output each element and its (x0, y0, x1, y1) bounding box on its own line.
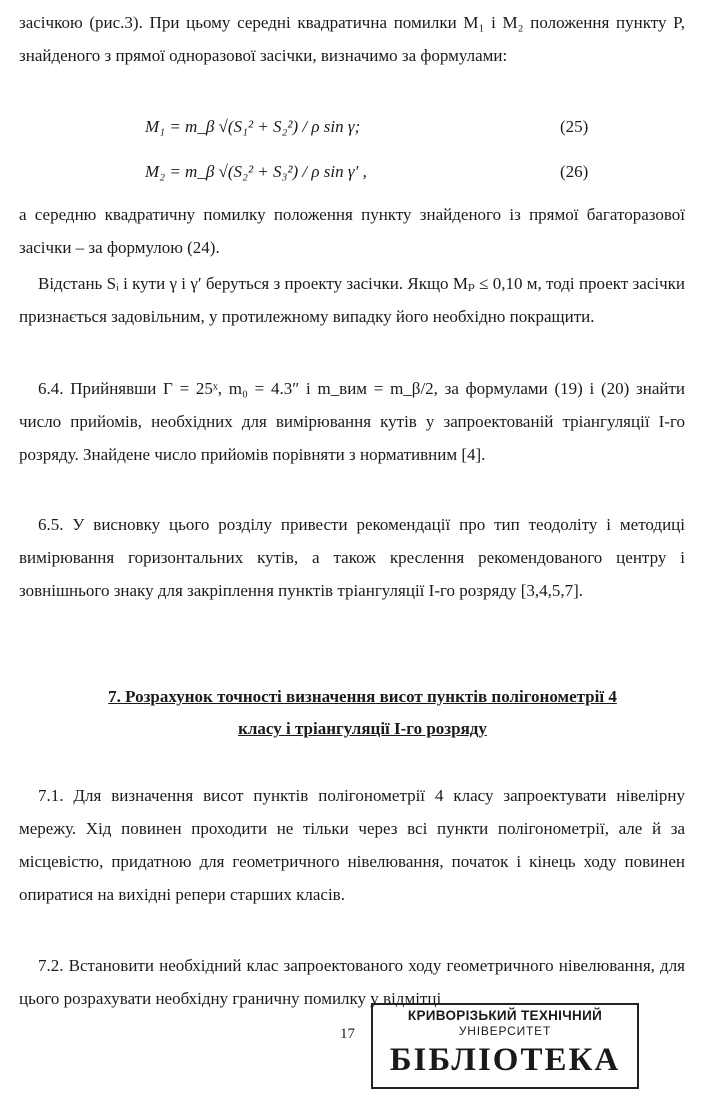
section-title-line1: 7. Розрахунок точності визначення висот пунктів полігонометрії 4 (108, 687, 617, 706)
paragraph-6-5: 6.5. У висновку цього розділу привести рекомендації про тип теодоліту і методиці вимірювання горизонтальних кутів, а також креслення рекомендованого центру і зовнішнього знаку для закріплення пунктів тріангуляції І-го розряду [3,4,5,7]. (19, 515, 685, 600)
paragraph-7-1: 7.1. Для визначення висот пунктів полігонометрії 4 класу запроектувати нівелірну мережу. Хід повинен проходити не тільки через всі пункти полігонометрії, але й за місцевістю, придатною для геометричного нівелювання, початок і кінець ходу повинен опиратися на вихідні репери старших класів. (19, 786, 685, 904)
paragraph-mean-error: а середню квадратичну помилку положення пункту знайденого із прямої багаторазової засічки – за формулою (24). (19, 205, 685, 257)
stamp-line-university: КРИВОРІЗЬКИЙ ТЕХНІЧНИЙ (407, 1008, 603, 1023)
section-title-line2: класу і тріангуляції І-го розряду (238, 719, 487, 738)
paragraph-7-2: 7.2. Встановити необхідний клас запроектованого ходу геометричного нівелювання, для цього розрахувати необхідну граничну помилку у відмітці (19, 956, 685, 1008)
formula-26: M₂ = m_β √(S₂² + S₃²) / ρ sin γ′ , (145, 162, 367, 181)
paragraph-6-4: 6.4. Прийнявши Г = 25ˣ, m₀ = 4.3″ і m_вим = m_β/2, за формулами (19) і (20) знайти число прийомів, необхідних для вимірювання кутів у запроектованій тріангуляції І-го розряду. Знайдене число прийомів порівняти з нормативним [4]. (19, 379, 685, 464)
stamp-line-university-2: УНІВЕРСИТЕТ (458, 1024, 552, 1038)
stamp-line-library: БІБЛІОТЕКА (389, 1042, 621, 1078)
paragraph-intro: засічкою (рис.3). При цьому середні квадратична помилки M₁ і M₂ положення пункту P, знайденого з прямої одноразової засічки, визначимо за формулами: (19, 13, 685, 65)
page-number: 17 (340, 1026, 355, 1042)
paragraph-distance: Відстань Sᵢ і кути γ і γ′ беруться з проекту засічки. Якщо Mₚ ≤ 0,10 м, тоді проект засічки признається задовільним, у протилежному випадку його необхідно покращити. (19, 274, 685, 326)
formula-25-number: (25) (560, 117, 589, 136)
formula-25: M₁ = m_β √(S₁² + S₂²) / ρ sin γ; (145, 117, 361, 136)
library-stamp (371, 1003, 639, 1089)
formula-26-number: (26) (560, 162, 589, 181)
